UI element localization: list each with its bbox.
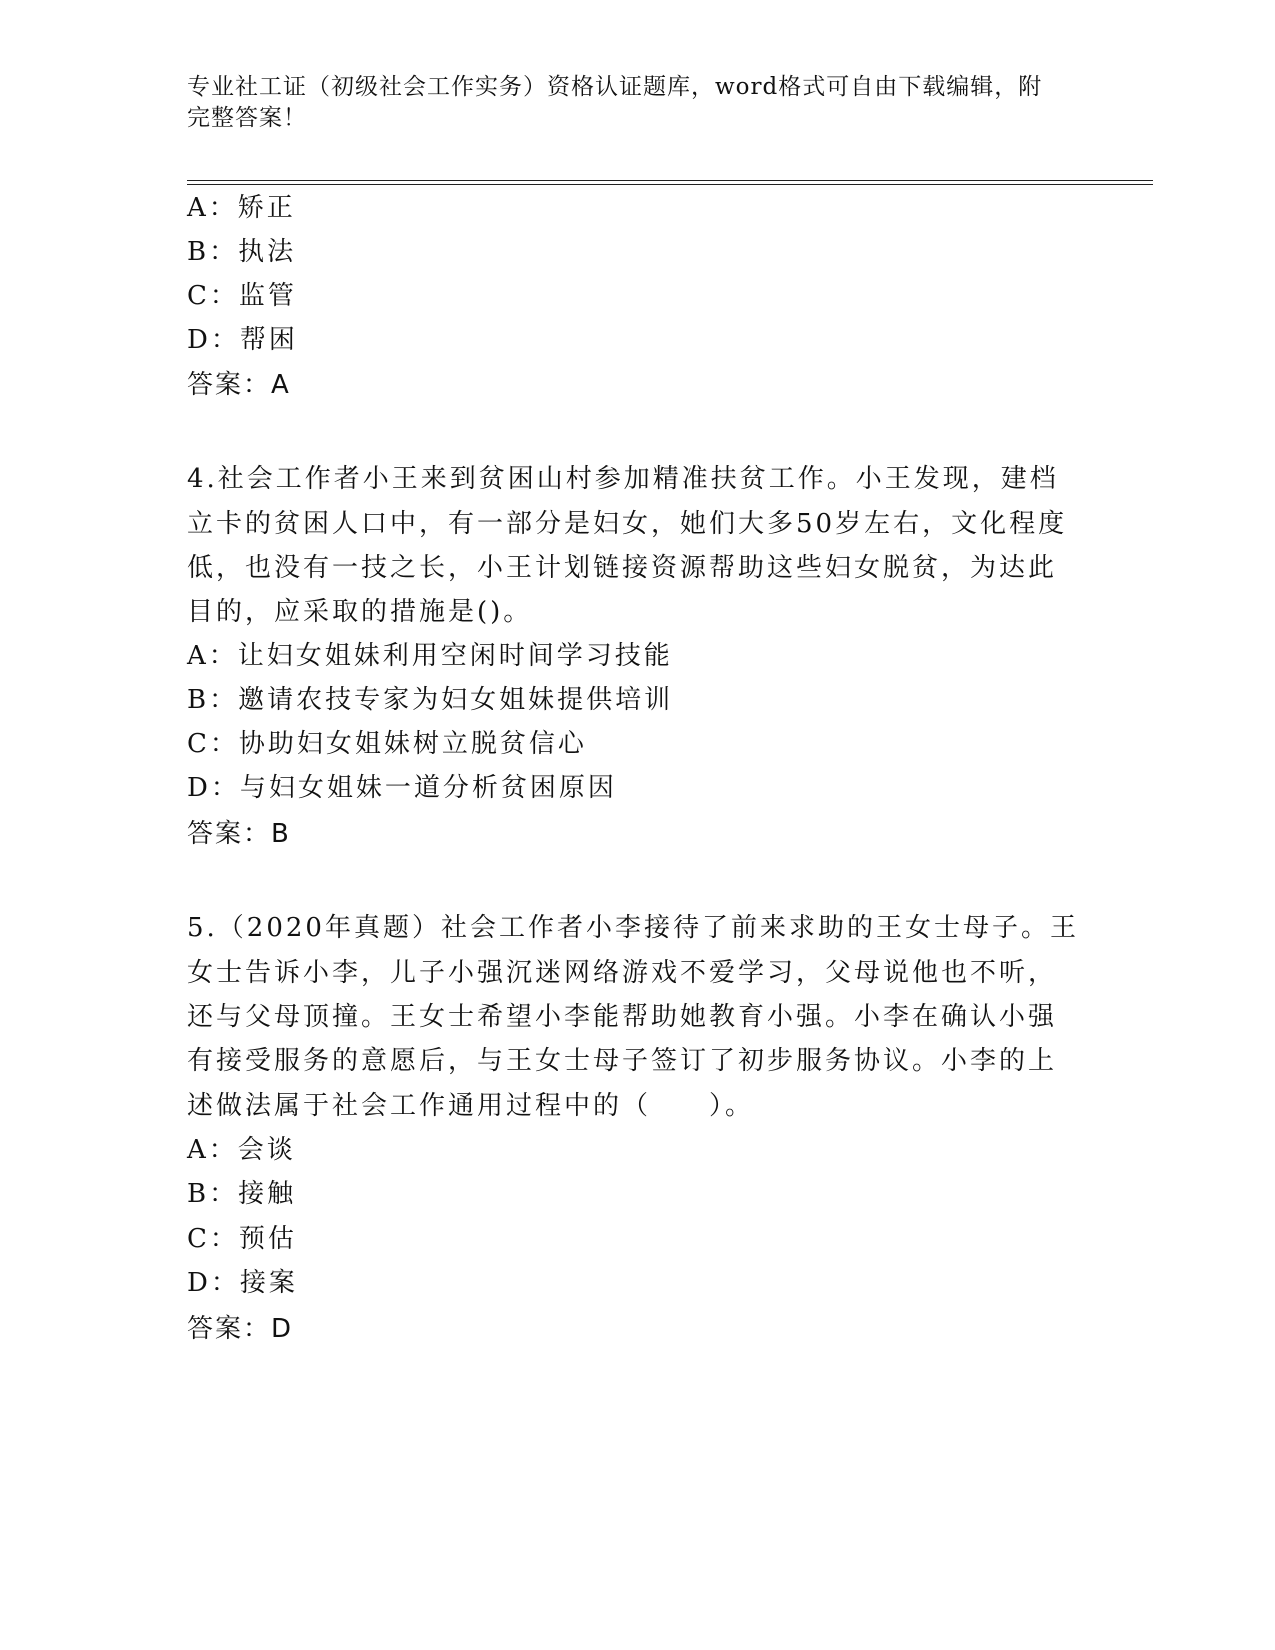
q4-answer: 答案：B [187, 819, 291, 849]
q5-stem-line-2: 女士告诉小李，儿子小强沉迷网络游戏不爱学习，父母说他也不听， [187, 958, 1058, 988]
header-line-1: 专业社工证（初级社会工作实务）资格认证题库，word格式可自由下载编辑，附 [187, 74, 1043, 100]
q4-stem-line-3: 低，也没有一技之长，小王计划链接资源帮助这些妇女脱贫，为达此 [187, 553, 1058, 583]
q4-stem-line-2: 立卡的贫困人口中，有一部分是妇女，她们大多50岁左右，文化程度 [187, 509, 1068, 539]
q4-option-d: D：与妇女姐妹一道分析贫困原因 [187, 773, 617, 803]
q3-option-d: D：帮困 [187, 325, 298, 355]
q4-stem-line-1: 4.社会工作者小王来到贫困山村参加精准扶贫工作。小王发现，建档 [187, 464, 1059, 494]
q5-option-a: A：会谈 [187, 1135, 296, 1165]
header-divider-bottom [187, 184, 1153, 185]
q5-option-c: C：预估 [187, 1224, 297, 1254]
q4-option-b: B：邀请农技专家为妇女姐妹提供培训 [187, 685, 674, 715]
q5-option-b: B：接触 [187, 1179, 297, 1209]
q5-stem-line-1: 5.（2020年真题）社会工作者小李接待了前来求助的王女士母子。王 [187, 913, 1079, 943]
q4-option-c: C：协助妇女姐妹树立脱贫信心 [187, 729, 587, 759]
q3-option-b: B：执法 [187, 237, 297, 267]
header-line-2: 完整答案！ [187, 105, 307, 131]
q3-answer: 答案：A [187, 370, 291, 400]
document-header [187, 72, 1067, 134]
q3-option-a: A：矫正 [187, 193, 296, 223]
q5-stem-line-5: 述做法属于社会工作通用过程中的（ ）。 [187, 1091, 755, 1121]
q5-stem-line-4: 有接受服务的意愿后，与王女士母子签订了初步服务协议。小李的上 [187, 1046, 1058, 1076]
header-divider-top [187, 180, 1153, 181]
q5-option-d: D：接案 [187, 1268, 298, 1298]
q4-stem-line-4: 目的，应采取的措施是()。 [187, 597, 533, 627]
q4-option-a: A：让妇女姐妹利用空闲时间学习技能 [187, 641, 673, 671]
q3-option-c: C：监管 [187, 281, 297, 311]
q5-stem-line-3: 还与父母顶撞。王女士希望小李能帮助她教育小强。小李在确认小强 [187, 1002, 1058, 1032]
q5-answer: 答案：D [187, 1314, 294, 1344]
